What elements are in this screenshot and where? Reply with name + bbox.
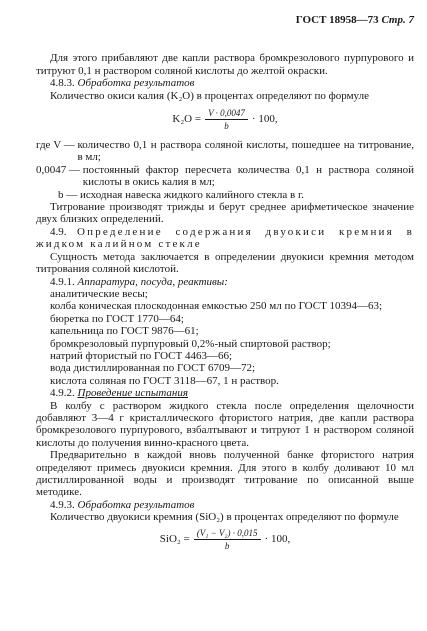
formula-numerator: (V₁ − V₂) · 0,015: [194, 528, 261, 540]
list-item: бромкрезоловый пурпуровый 0,2%-ный спиртовой раствор;: [50, 337, 331, 350]
gost-number: ГОСТ 18958—73: [295, 14, 379, 26]
list-item: натрий фтористый по ГОСТ 4463—66;: [50, 349, 233, 362]
formula-fraction: [205, 108, 248, 131]
paragraph-3: Титрование производят трижды и берут среднее арифметическое значение двух близких определений.: [36, 201, 414, 226]
formula-numerator: V · 0,0047: [205, 108, 248, 120]
list-item: капельница по ГОСТ 9876—61;: [50, 325, 199, 338]
section-title: Обработка результатов: [77, 77, 195, 90]
definition-v: [36, 139, 414, 164]
paragraph-4: Сущность метода заключается в определении двуокиси кремния методом титрования соляной кислотой.: [36, 250, 414, 276]
section-number: 4.9.: [50, 225, 67, 238]
section-title: Обработка результатов: [77, 498, 195, 511]
paragraph-5: В колбу с раствором жидкого стекла после определения щелочности добавляют 3—4 г кристаллического фтористого натрия, две капли раствора бромкрезолового пурпурового, взбалтывают и титруют 1 н раствором соляной кислоты до получения винно-красного цвета.: [36, 399, 414, 449]
section-number: 4.9.2.: [50, 387, 75, 400]
definition-text: количество 0,1 н раствора соляной кислоты, пошедшее на титрование, в мл;: [77, 139, 414, 164]
definition-text: постоянный фактор пересчета количества 0,1 н раствора соляной кислоты в окись калия в мл;: [82, 163, 414, 189]
formula-fraction: [194, 528, 261, 551]
formula-k2o: [36, 108, 414, 131]
page: [36, 14, 414, 559]
list-item: аналитические весы;: [50, 287, 148, 300]
page-number: Стр. 7: [381, 14, 414, 26]
section-4-8-3-heading: [36, 77, 414, 89]
paragraph-1: Для этого прибавляют две капли раствора бромкрезолового пурпурового и титруют 0,1 н раствором соляной кислоты до желтой окраски.: [36, 52, 414, 77]
list-item: кислота соляная по ГОСТ 3118—67, 1 н раствор.: [50, 374, 279, 387]
list-item: вода дистиллированная по ГОСТ 6709—72;: [50, 362, 256, 375]
definition-term: b —: [58, 188, 80, 201]
formula-rhs: · 100,: [251, 113, 278, 126]
section-title: Определение содержания двуокиси кремния в жидком калийном стекле: [36, 225, 414, 251]
page-header: [36, 14, 414, 26]
paragraph-6: Предварительно в каждой вновь полученной банке фтористого натрия определяют примесь двуокиси кремния. Для этого в колбу доливают 10 мл дистиллированной воды и производят титрование по описанной выше методике.: [36, 449, 414, 499]
definition-text: исходная навеска жидкого калийного стекла в г.: [80, 188, 304, 201]
list-item: колба коническая плоскодонная емкостью 250 мл по ГОСТ 10394—63;: [50, 300, 383, 313]
definition-term: где V —: [36, 139, 78, 152]
definition-b: [36, 189, 414, 201]
section-title: Проведение испытания: [77, 387, 188, 400]
section-4-9-2-heading: [36, 387, 414, 399]
section-number: 4.9.1.: [50, 275, 75, 288]
section-4-9-3-heading: [36, 499, 414, 511]
formula-rhs: · 100,: [264, 532, 291, 545]
paragraph-2: Количество окиси калия (K₂O) в процентах определяют по формуле: [50, 89, 369, 102]
formula-denominator: b: [224, 121, 229, 132]
section-4-9-1-heading: [36, 276, 414, 288]
paragraph-7: Количество двуокиси кремния (SiO₂) в процентах определяют по формуле: [50, 511, 399, 524]
definition-factor: [36, 164, 414, 189]
section-4-9-heading: [36, 226, 414, 251]
formula-lhs: K₂O =: [172, 113, 202, 126]
section-number: 4.8.3.: [50, 77, 75, 90]
section-title: Аппаратура, посуда, реактивы:: [77, 275, 228, 288]
section-number: 4.9.3.: [50, 498, 75, 511]
definition-term: 0,0047 —: [36, 163, 83, 176]
formula-lhs: SiO₂ =: [159, 532, 190, 545]
list-item: бюретка по ГОСТ 1770—64;: [50, 312, 184, 325]
apparatus-list: [36, 288, 414, 387]
formula-denominator: b: [224, 540, 230, 551]
formula-sio2: [36, 528, 414, 551]
